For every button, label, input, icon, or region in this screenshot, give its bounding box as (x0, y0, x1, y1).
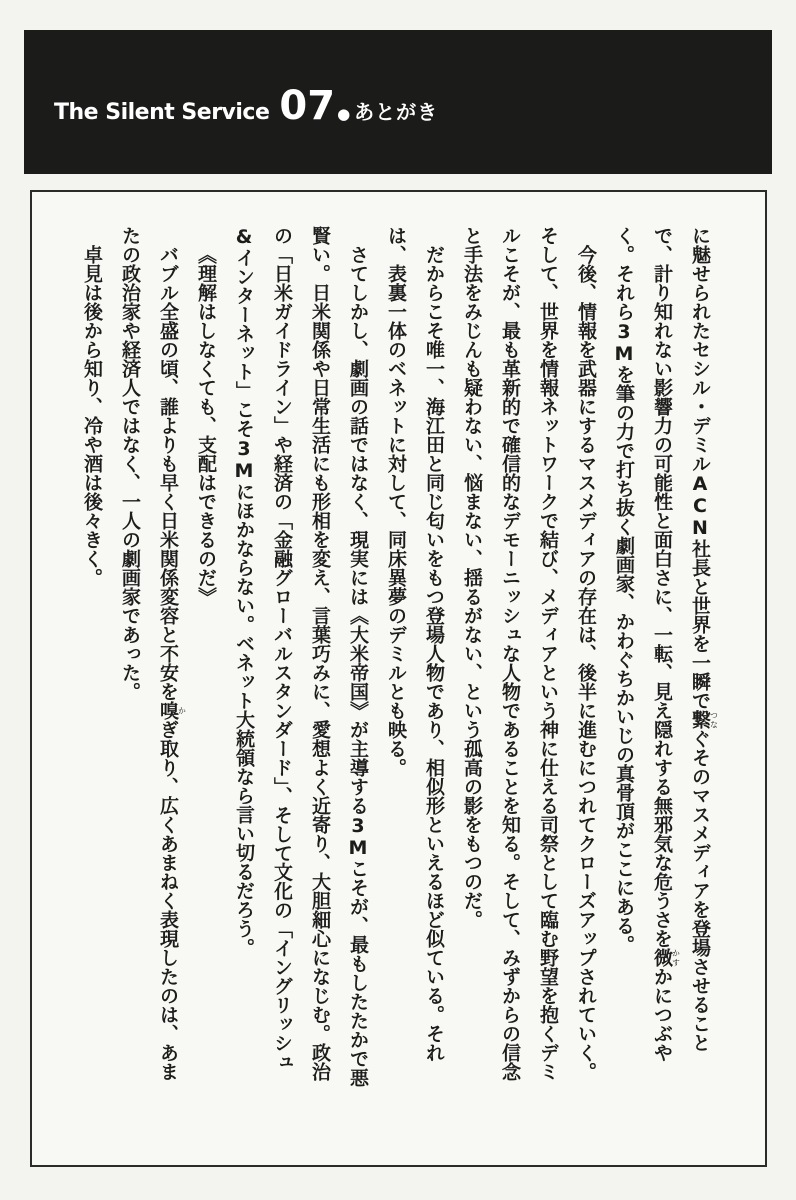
furigana-ruby: 嗅か (157, 701, 187, 720)
afterword-paragraph: バブル全盛の頃、誰よりも早く日米関係変容と不安を嗅かぎ取り、広くあまねく表現したのは、あまたの政治家や経済人ではなく、一人の劇画家であった。 (119, 226, 187, 1081)
afterword-paragraph: 今後、情報を武器にするマスメディアの存在は、後半に進むにつれてクローズアップされていく。そして、世界を情報ネットワークで結び、メディアという神に仕える司祭として臨む野望を抱くデミルこそが、最も革新的で確信的なデモーニッシュな人物であることを知る。そして、みずからの信念と手法をみじんも疑わない、悩まない、揺るがない、という孤高の影をもつのだ。 (461, 226, 597, 1081)
section-title: あとがき (354, 100, 439, 124)
volume-number: 07 (279, 83, 336, 129)
afterword-paragraph: 卓見は後から知り、冷や酒は後々きく。 (81, 245, 103, 587)
chapter-header (54, 83, 439, 129)
afterword-panel (30, 190, 767, 1167)
afterword-paragraph: さてしかし、劇画の話ではなく、現実には《大米帝国》が主導する3Mこそが、最もしたたかで悪賢い。日米関係や日常生活にも形相を変え、言葉巧みに、愛想よく近寄り、大胆細心になじむ。政治の「日米ガイドライン」や経済の「金融グローバルスタンダード」、そして文化の「イングリッシュ&インターネット」こそ3Mにほかならない。ベネット大統領なら言い切るだろう。 (233, 226, 369, 1087)
series-title: The Silent Service (54, 100, 270, 125)
afterword-paragraph: だからこそ唯一、海江田と同じ匂いをもつ登場人物であり、相似形といえるほど似ている。それは、表裏一体のベネットに対して、同床異夢のデミルとも映る。 (385, 226, 445, 1062)
afterword-paragraph: に魅せられたセシル・デミルACN社長と世界を一瞬で繋つなぐそのマスメディアを登場させることで、計り知れない影響力の可能性と面白さに、一転、見え隠れする無邪気な危うさを微かすかにつぶやく。それら3Mを筆の力で打ち抜く劇画家、かわぐちかいじの真骨頂がここにある。 (613, 226, 719, 1062)
afterword-text (73, 226, 719, 1088)
afterword-paragraph: 《理解はしなくても、支配はできるのだ》 (195, 245, 217, 606)
bullet-icon: ● (337, 105, 351, 123)
furigana-ruby: 微かす (651, 948, 681, 967)
chapter-header-bar (24, 30, 772, 174)
furigana-ruby: 繋つな (689, 710, 719, 729)
